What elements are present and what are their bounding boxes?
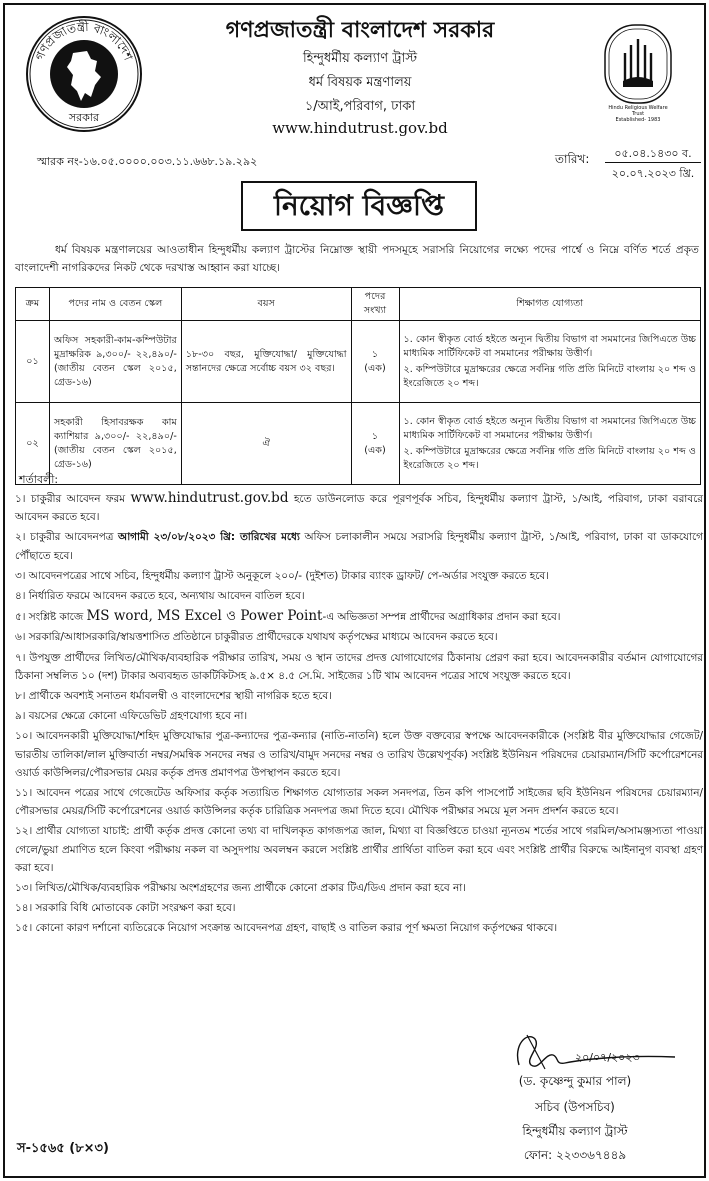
qualification-line: ২. কম্পিউটারে মুদ্রাক্ষরের ক্ষেত্রে সর্বনিম্ন গতি প্রতি মিনিটে বাংলায় ২০ শব্দ ও ইংরেজিতে ২০ শব্দ। [403,363,696,389]
condition-item: ৬। সরকারি/আধাসরকারি/স্বায়ত্তশাসিত প্রতিষ্ঠানে চাকুরীরত প্রার্থীদেরকে যথাযথ কর্তৃপক্ষের মাধ্যমে আবেদন করতে হবে। [15,631,498,644]
ministry-name: ধর্ম বিষয়ক মন্ত্রণালয় [308,75,412,90]
table-row [16,403,701,485]
conditions-heading: শর্তাবলী: [19,473,59,486]
row-post: সহকারী হিসাবরক্ষক কাম ক্যাশিয়ার ৯,৩০০/- ২২,৪৯০/- (জাতীয় বেতন স্কেল ২০১৫, গ্রেড-১৬) [49,403,181,485]
memo-number: স্মারক নং-১৬.০৫.০০০০.০০৩.১১.৬৬৮.১৯.২৯২ [37,155,258,168]
row-age: ১৮-৩০ বছর, মুক্তিযোদ্ধা/ মুক্তিযোদ্ধা সন্তানদের ক্ষেত্রে সর্বোচ্চ বয়স ৩২ বছর। [181,321,351,403]
signature-date: ২০/০৭/২০২৩ [575,1051,640,1064]
condition-text: ১। চাকুরীর আবেদন ফরম [15,493,131,505]
signature-icon [505,1025,685,1075]
trust-logo-established: Established- 1983 [615,117,661,123]
date-divider [605,162,701,163]
date-label: তারিখ: [555,152,590,166]
row-count [351,403,399,485]
office-address: ১/আই,পরিবাগ, ঢাকা [304,99,416,114]
condition-item: ৮। প্রার্থীকে অবশ্যই সনাতন ধর্মাবলম্বী ও বাংলাদেশের স্থায়ী নাগরিক হতে হবে। [15,690,332,703]
qualification-line: ১. কোন স্বীকৃত বোর্ড হইতে অন্যূন দ্বিতীয় বিভাগ বা সমমানের জিপিএতে উচ্চ মাধ্যমিক সার্টিফিকেট বা সমমানের পরীক্ষায় উত্তীর্ণ। [403,333,696,359]
condition-item [15,489,703,526]
condition-deadline: আগামী ২৩/০৮/২০২৩ খ্রি: তারিখের মধ্যে [118,531,300,544]
condition-item: ৩। আবেদনপত্রের সাথে সচিব, হিন্দুধর্মীয় কল্যাণ ট্রাস্ট অনুকূলে ২০০/- (দুইশত) টাকার ব্যাংক ড্রাফট/ পে-অর্ডার সংযুক্ত করতে হবে। [15,569,549,582]
condition-item: ১৫। কোনো কারণ দর্শানো ব্যতিরেকে নিয়োগ সংক্রান্ত আবেদনপত্র গ্রহণ, বাছাই ও বাতিল করার পূর্ণ ক্ষমতা নিয়োগ কর্তৃপক্ষের থাকবে। [15,922,558,935]
condition-software: MS word, MS Excel ও Power Point [86,608,323,625]
posts-table [15,287,701,485]
trust-logo-caption [603,105,673,123]
intro-paragraph: ধর্ম বিষয়ক মন্ত্রণালয়ের আওতাধীন হিন্দুধর্মীয় কল্যাণ ট্রাস্টের নিম্নোক্ত স্থায়ী পদসমূহে সরাসরি নিয়োগের লক্ষ্যে পদের পার্শ্বে ও নিম্নে বর্ণিত শর্তে প্রকৃত বাংলাদেশী নাগরিকদের নিকট থেকে দরখাস্ত আহ্বান করা যাচ্ছে। [15,244,699,274]
table-row [16,321,701,403]
header-serial: ক্রম [16,288,50,321]
row-post: অফিস সহকারী-কাম-কম্পিউটার মুদ্রাক্ষরিক ৯,৩০০/- ২২,৪৯০/- (জাতীয় বেতন স্কেল ২০১৫, গ্রেড-১৬) [49,321,181,403]
header-post: পদের নাম ও বেতন স্কেল [49,288,181,321]
signer-title: সচিব (উপসচিব) [535,1100,615,1114]
signer-name: (ড. কৃষ্ণেন্দু কুমার পাল) [518,1074,632,1088]
signer-organization: হিন্দুধর্মীয় কল্যাণ ট্রাস্ট [522,1124,628,1138]
notice-page [3,3,706,1178]
seal-left-text: গণপ্রজাতন্ত্রী বাংলাদেশ [32,19,136,63]
condition-item: ৭। উপযুক্ত প্রার্থীদের লিখিত/মৌখিক/ব্যবহারিক পরীক্ষার তারিখ, সময় ও স্থান তাদের প্রদত্ত যোগাযোগের ঠিকানায় প্রেরণ করা হবে। আবেদনকারীর বর্তমান যোগাযোগের ঠিকানা সম্বলিত ১০ (দশ) টাকার অব্যবহৃত ডাকটিকিটসহ ৯.৫× ৪.৫ সে.মি. সাইজের ১টি খাম আবেদন পত্রের সাথে সংযুক্ত করতে হবে। [15,651,703,682]
condition-text: ৫। সংশ্লিষ্ট কাজে [15,611,87,624]
date-bangla: ০৫.০৪.১৪৩০ ব. [614,147,692,160]
row-count-word: (এক) [364,362,386,374]
row-serial: ০২ [16,403,50,485]
condition-text: -এ অভিজ্ঞতা সম্পন্ন প্রার্থীদের অগ্রাধিকার প্রদান করা হবে। [322,611,561,624]
header-count: পদের সংখ্যা [351,288,399,321]
condition-text: ২। চাকুরীর আবেদনপত্র [15,531,119,544]
trust-name: হিন্দুধর্মীয় কল্যাণ ট্রাস্ট [302,51,418,66]
condition-item: ৯। বয়সের ক্ষেত্রে কোনো এফিডেভিট গ্রহণযোগ্য হবে না। [15,710,248,723]
government-seal-icon [25,15,143,133]
header-age: বয়স [181,288,351,321]
website-text: www.hindutrust.gov.bd [272,119,448,137]
government-title: গণপ্রজাতন্ত্রী বাংলাদেশ সরকার [225,17,495,43]
qualification-line: ১. কোন স্বীকৃত বোর্ড হইতে অন্যূন দ্বিতীয় বিভাগ বা সমমানের জিপিএতে উচ্চ মাধ্যমিক সার্টিফিকেট বা সমমানের পরীক্ষায় উত্তীর্ণ। [403,415,696,441]
row-qualification [399,403,701,485]
condition-item [15,528,703,564]
signer-phone: ফোন: ২২৩৩৬৭৪৪৯ [523,1148,627,1162]
row-count [351,321,399,403]
condition-item: ৪। নির্ধারিত ফরমে আবেদন করতে হবে, অন্যথায় আবেদন বাতিল হবে। [15,590,305,603]
date-english: ২০.০৭.২০২৩ খ্রি. [611,167,695,180]
header-qualification: শিক্ষাগত যোগ্যতা [399,288,701,321]
condition-item: ১৩। লিখিত/মৌখিক/ব্যবহারিক পরীক্ষায় অংশগ্রহণের জন্য প্রার্থীকে কোনো প্রকার টিএ/ডিএ প্রদান করা হবে না। [15,882,466,895]
table-header-row [16,288,701,321]
seal-left-bottom-text: সরকার [68,111,100,124]
condition-text: হতে ডাউনলোড করে পূরণপূর্বক সচিব, হিন্দুধর্মীয় কল্যাণ ট্রাস্ট, ১/আই, পরিবাগ, ঢাকা বরাবরে আবেদন করতে হবে। [15,493,703,524]
row-age: ঐ [181,403,351,485]
notice-title: নিয়োগ বিজ্ঞপ্তি [241,181,477,231]
row-count-number: ১ [371,430,379,442]
conditions-list [15,489,703,940]
row-serial: ০১ [16,321,50,403]
publication-code: স-১৫৬৫ (৮×৩) [17,1141,109,1156]
qualification-line: ২. কম্পিউটারে মুদ্রাক্ষরের ক্ষেত্রে সর্বনিম্ন গতি প্রতি মিনিটে বাংলায় ২০ শব্দ ও ইংরেজিতে ২০ শব্দ। [403,445,696,471]
condition-item: ১০। আবেদনকারী মুক্তিযোদ্ধা/শহিদ মুক্তিযোদ্ধার পুত্র-কন্যাদের পুত্র-কন্যার (নাতি-নাতনি) হলে উক্ত বক্তব্যের স্বপক্ষে আবেদনকারীকে (সংশ্লিষ্ট বীর মুক্তিযোদ্ধার গেজেট/ভারতীয় তালিকা/লাল মুক্তিবার্তা নম্বর/সমন্বিক সনদের নম্বর ও তারিখ/বামুদ সনদের নম্বর ও তারিখ উল্লেখপূর্বক) সংশ্লিষ্ট ইউনিয়ন পরিষদের চেয়ারম্যান/সিটি কর্পোরেশনের ওয়ার্ড কাউন্সিলর/পৌরসভার মেয়র কর্তৃক প্রদত্ত প্রমাণপত্র উপস্থাপন করতে হবে। [15,730,703,779]
condition-item: ১২। প্রার্থীর যোগ্যতা যাচাই: প্রার্থী কর্তৃক প্রদত্ত কোনো তথ্য বা দাখিলকৃত কাগজপত্র জাল, মিথ্যা বা বিজ্ঞপ্তিতে চাওয়া ন্যূনতম শর্তের সাথে গরমিল/অসামঞ্জস্যতা পাওয়া গেলে/ভুয়া প্রমাণিত হলে কিংবা পরীক্ষায় নকল বা অসুদপায় অবলম্বন করলে সংশ্লিষ্ট প্রার্থীর প্রার্থিতা বাতিল করা হবে এবং সংশ্লিষ্ট প্রার্থীর বিরুদ্ধে আইনানুগ ব্যবস্থা গ্রহণ করা হবে। [15,825,703,874]
condition-item [15,607,703,626]
condition-website: www.hindutrust.gov.bd [130,490,289,506]
trust-logo-icon [603,23,673,105]
trust-logo-name: Hindu Religious Welfare Trust [608,105,668,117]
condition-item: ১৪। সরকারি বিধি মোতাবেক কোটা সংরক্ষণ করা হবে। [15,902,236,915]
row-count-number: ১ [371,348,379,360]
condition-item: ১১। আবেদন পত্রের সাথে গেজেটেড অফিসার কর্তৃক সত্যায়িত শিক্ষাগত যোগ্যতার সকল সনদপত্র, তিন কপি পাসপোর্ট সাইজের ছবি ইউনিয়ন পরিষদের চেয়ারম্যান/পৌরসভার মেয়র/সিটি কর্পোরেশনের ওয়ার্ড কাউন্সিলর কর্তৃক চারিত্রিক সনদপত্র জমা দিতে হবে। মৌখিক পরীক্ষার সময়ে মূল সনদ প্রদর্শন করতে হবে। [15,787,703,818]
condition-text: অফিস চলাকালীন সময়ে সরাসরি হিন্দুধর্মীয় কল্যাণ ট্রাস্ট, ১/আই, পরিবাগ, ঢাকা বা ডাকযোগে পৌঁছাতে হবে। [15,531,703,562]
row-qualification [399,321,701,403]
row-count-word: (এক) [364,444,386,456]
